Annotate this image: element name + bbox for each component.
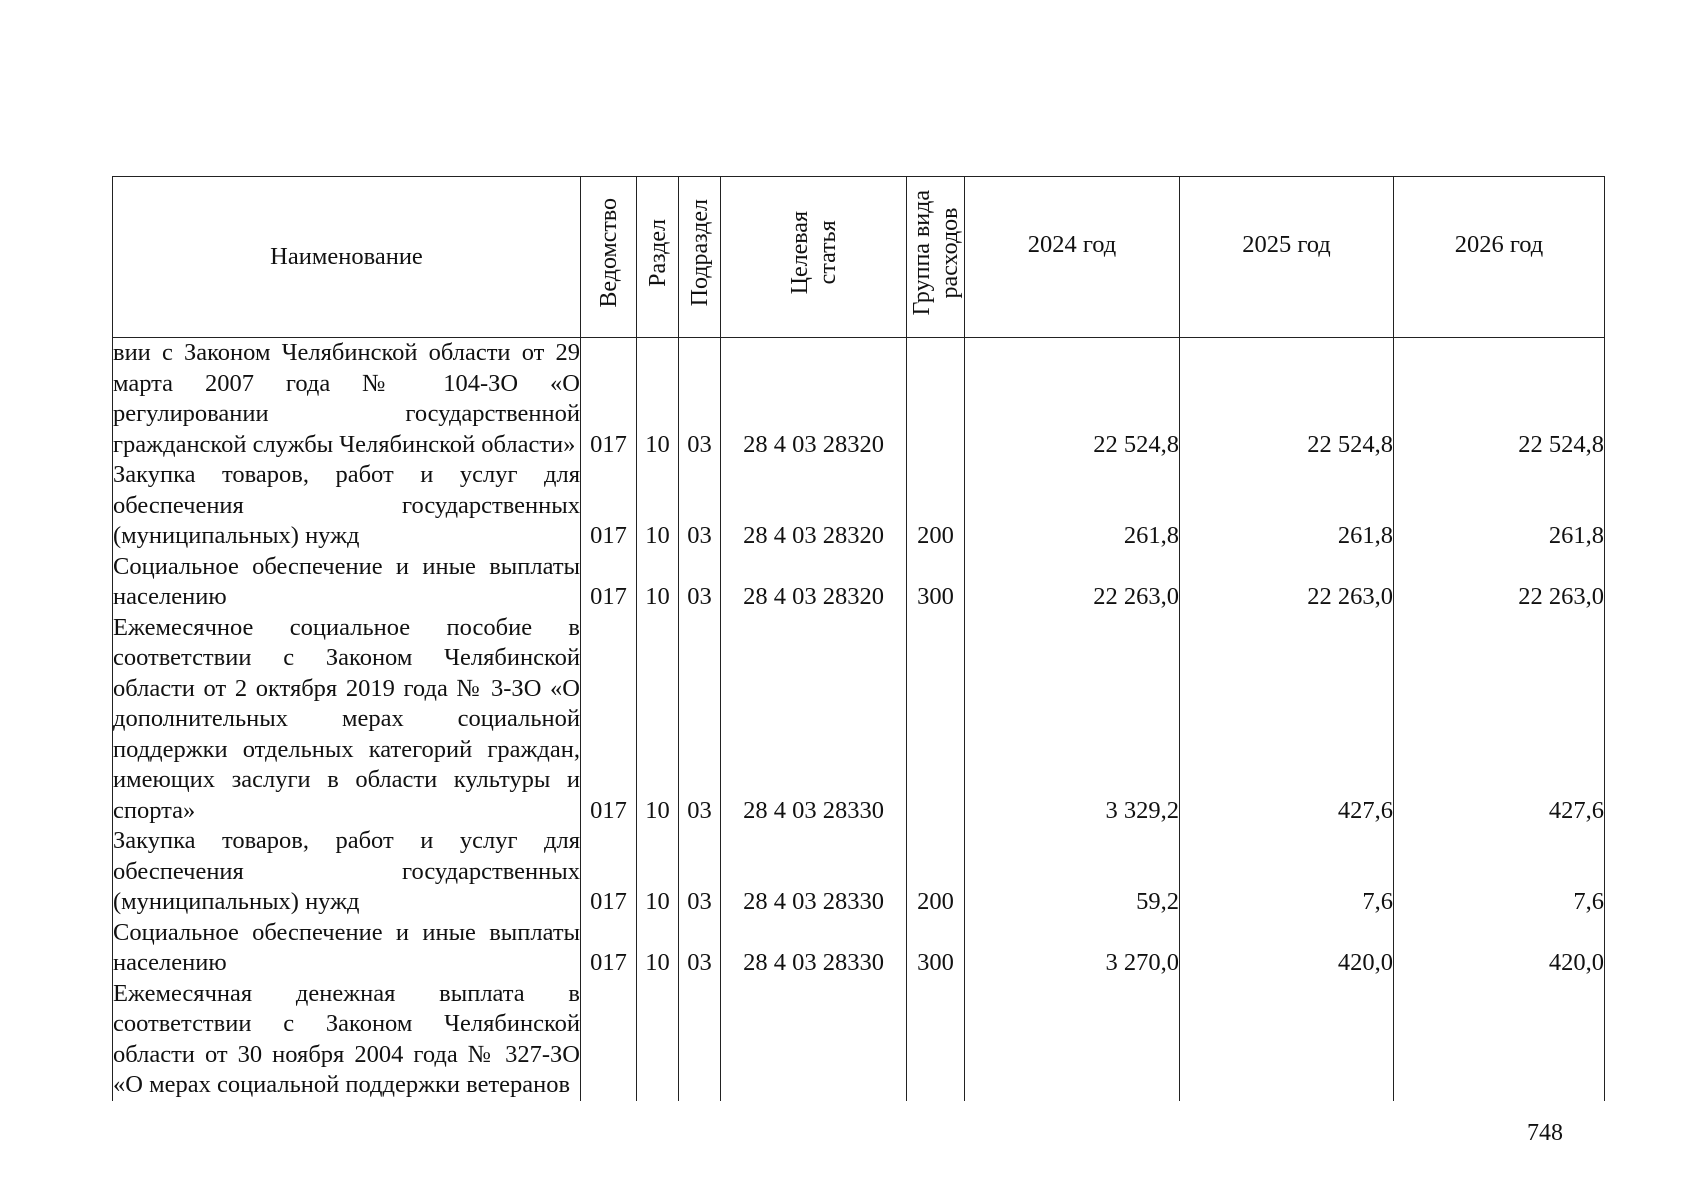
row-dept: 017 (581, 918, 637, 979)
row-dept (581, 979, 637, 1101)
row-subsection: 03 (679, 826, 721, 918)
row-target: 28 4 03 28320 (721, 460, 907, 552)
row-section (637, 979, 679, 1101)
table-row (113, 552, 1605, 613)
row-dept: 017 (581, 552, 637, 613)
header-section-label: Раздел (644, 218, 671, 287)
row-subsection: 03 (679, 918, 721, 979)
row-name: Ежемесячная денежная выплата в соответствии с Законом Челябинской области от 30 ноября 2004 года № 327-ЗО «О мерах социальной поддержки ветеранов (113, 979, 581, 1101)
row-dept: 017 (581, 338, 637, 461)
row-subsection: 03 (679, 460, 721, 552)
header-2024-label: 2024 год (1027, 230, 1117, 258)
row-subsection (679, 979, 721, 1101)
header-dept (581, 177, 637, 338)
row-2025: 261,8 (1180, 460, 1394, 552)
row-2024 (965, 979, 1180, 1101)
row-2025: 427,6 (1180, 613, 1394, 827)
header-2024 (965, 177, 1180, 338)
row-section: 10 (637, 552, 679, 613)
row-target: 28 4 03 28320 (721, 552, 907, 613)
row-2025: 22 524,8 (1180, 338, 1394, 461)
row-section: 10 (637, 826, 679, 918)
header-group-label (908, 190, 964, 315)
row-group: 300 (907, 918, 965, 979)
row-target: 28 4 03 28330 (721, 918, 907, 979)
row-section: 10 (637, 918, 679, 979)
header-name (113, 177, 581, 338)
header-group (907, 177, 965, 338)
header-name-label: Наименование (270, 242, 423, 270)
row-subsection: 03 (679, 338, 721, 461)
header-2025-label: 2025 год (1242, 230, 1331, 258)
header-2026-label: 2026 год (1454, 230, 1544, 258)
row-target: 28 4 03 28330 (721, 826, 907, 918)
row-target: 28 4 03 28320 (721, 338, 907, 461)
row-2024: 3 329,2 (965, 613, 1180, 827)
page-number: 748 (1527, 1120, 1563, 1146)
table-row (113, 918, 1605, 979)
row-2026 (1394, 979, 1605, 1101)
row-group (907, 338, 965, 461)
header-group-line1: Группа вида (908, 190, 935, 316)
row-2025: 22 263,0 (1180, 552, 1394, 613)
row-2026: 420,0 (1394, 918, 1605, 979)
row-2026: 427,6 (1394, 613, 1605, 827)
header-2025 (1180, 177, 1394, 338)
header-subsection (679, 177, 721, 338)
row-dept: 017 (581, 613, 637, 827)
header-subsection-label: Подраздел (686, 199, 713, 307)
budget-table (112, 176, 1605, 1101)
header-target (721, 177, 907, 338)
row-group (907, 613, 965, 827)
row-target: 28 4 03 28330 (721, 613, 907, 827)
row-section: 10 (637, 338, 679, 461)
row-group: 200 (907, 826, 965, 918)
row-name: Ежемесячное социальное пособие в соответствии с Законом Челябинской области от 2 октября 2019 года № 3-ЗО «О дополнительных мерах социальной поддержки отдельных категорий граждан, имеющих заслуги в области культуры и спорта» (113, 613, 581, 827)
header-target-line2: статья (814, 220, 841, 285)
row-2026: 261,8 (1394, 460, 1605, 552)
row-2024: 59,2 (965, 826, 1180, 918)
table-row (113, 460, 1605, 552)
row-2026: 22 263,0 (1394, 552, 1605, 613)
row-2025 (1180, 979, 1394, 1101)
row-group: 200 (907, 460, 965, 552)
row-2024: 22 263,0 (965, 552, 1180, 613)
row-name: Закупка товаров, работ и услуг для обеспечения государственных (муниципальных) нужд (113, 826, 581, 918)
row-section: 10 (637, 613, 679, 827)
table-row (113, 338, 1605, 461)
row-group: 300 (907, 552, 965, 613)
row-2026: 22 524,8 (1394, 338, 1605, 461)
row-2024: 3 270,0 (965, 918, 1180, 979)
row-section: 10 (637, 460, 679, 552)
table-row (113, 613, 1605, 827)
header-target-line1: Целевая (786, 211, 813, 295)
header-group-line2: расходов (936, 207, 963, 299)
row-group (907, 979, 965, 1101)
row-2024: 22 524,8 (965, 338, 1180, 461)
row-name: Закупка товаров, работ и услуг для обеспечения государственных (муниципальных) нужд (113, 460, 581, 552)
row-2025: 7,6 (1180, 826, 1394, 918)
row-name: вии с Законом Челябинской области от 29 марта 2007 года № 104-ЗО «О регулировании государственной гражданской службы Челябинской области» (113, 338, 581, 461)
row-name: Социальное обеспечение и иные выплаты населению (113, 918, 581, 979)
row-2026: 7,6 (1394, 826, 1605, 918)
table-row (113, 979, 1605, 1101)
header-target-label (786, 211, 842, 294)
row-subsection: 03 (679, 613, 721, 827)
row-dept: 017 (581, 460, 637, 552)
header-section (637, 177, 679, 338)
row-target (721, 979, 907, 1101)
header-dept-label: Ведомство (595, 197, 622, 308)
row-subsection: 03 (679, 552, 721, 613)
row-dept: 017 (581, 826, 637, 918)
header-2026 (1394, 177, 1605, 338)
table-header-row (113, 177, 1605, 338)
row-2025: 420,0 (1180, 918, 1394, 979)
row-name: Социальное обеспечение и иные выплаты населению (113, 552, 581, 613)
table-row (113, 826, 1605, 918)
row-2024: 261,8 (965, 460, 1180, 552)
